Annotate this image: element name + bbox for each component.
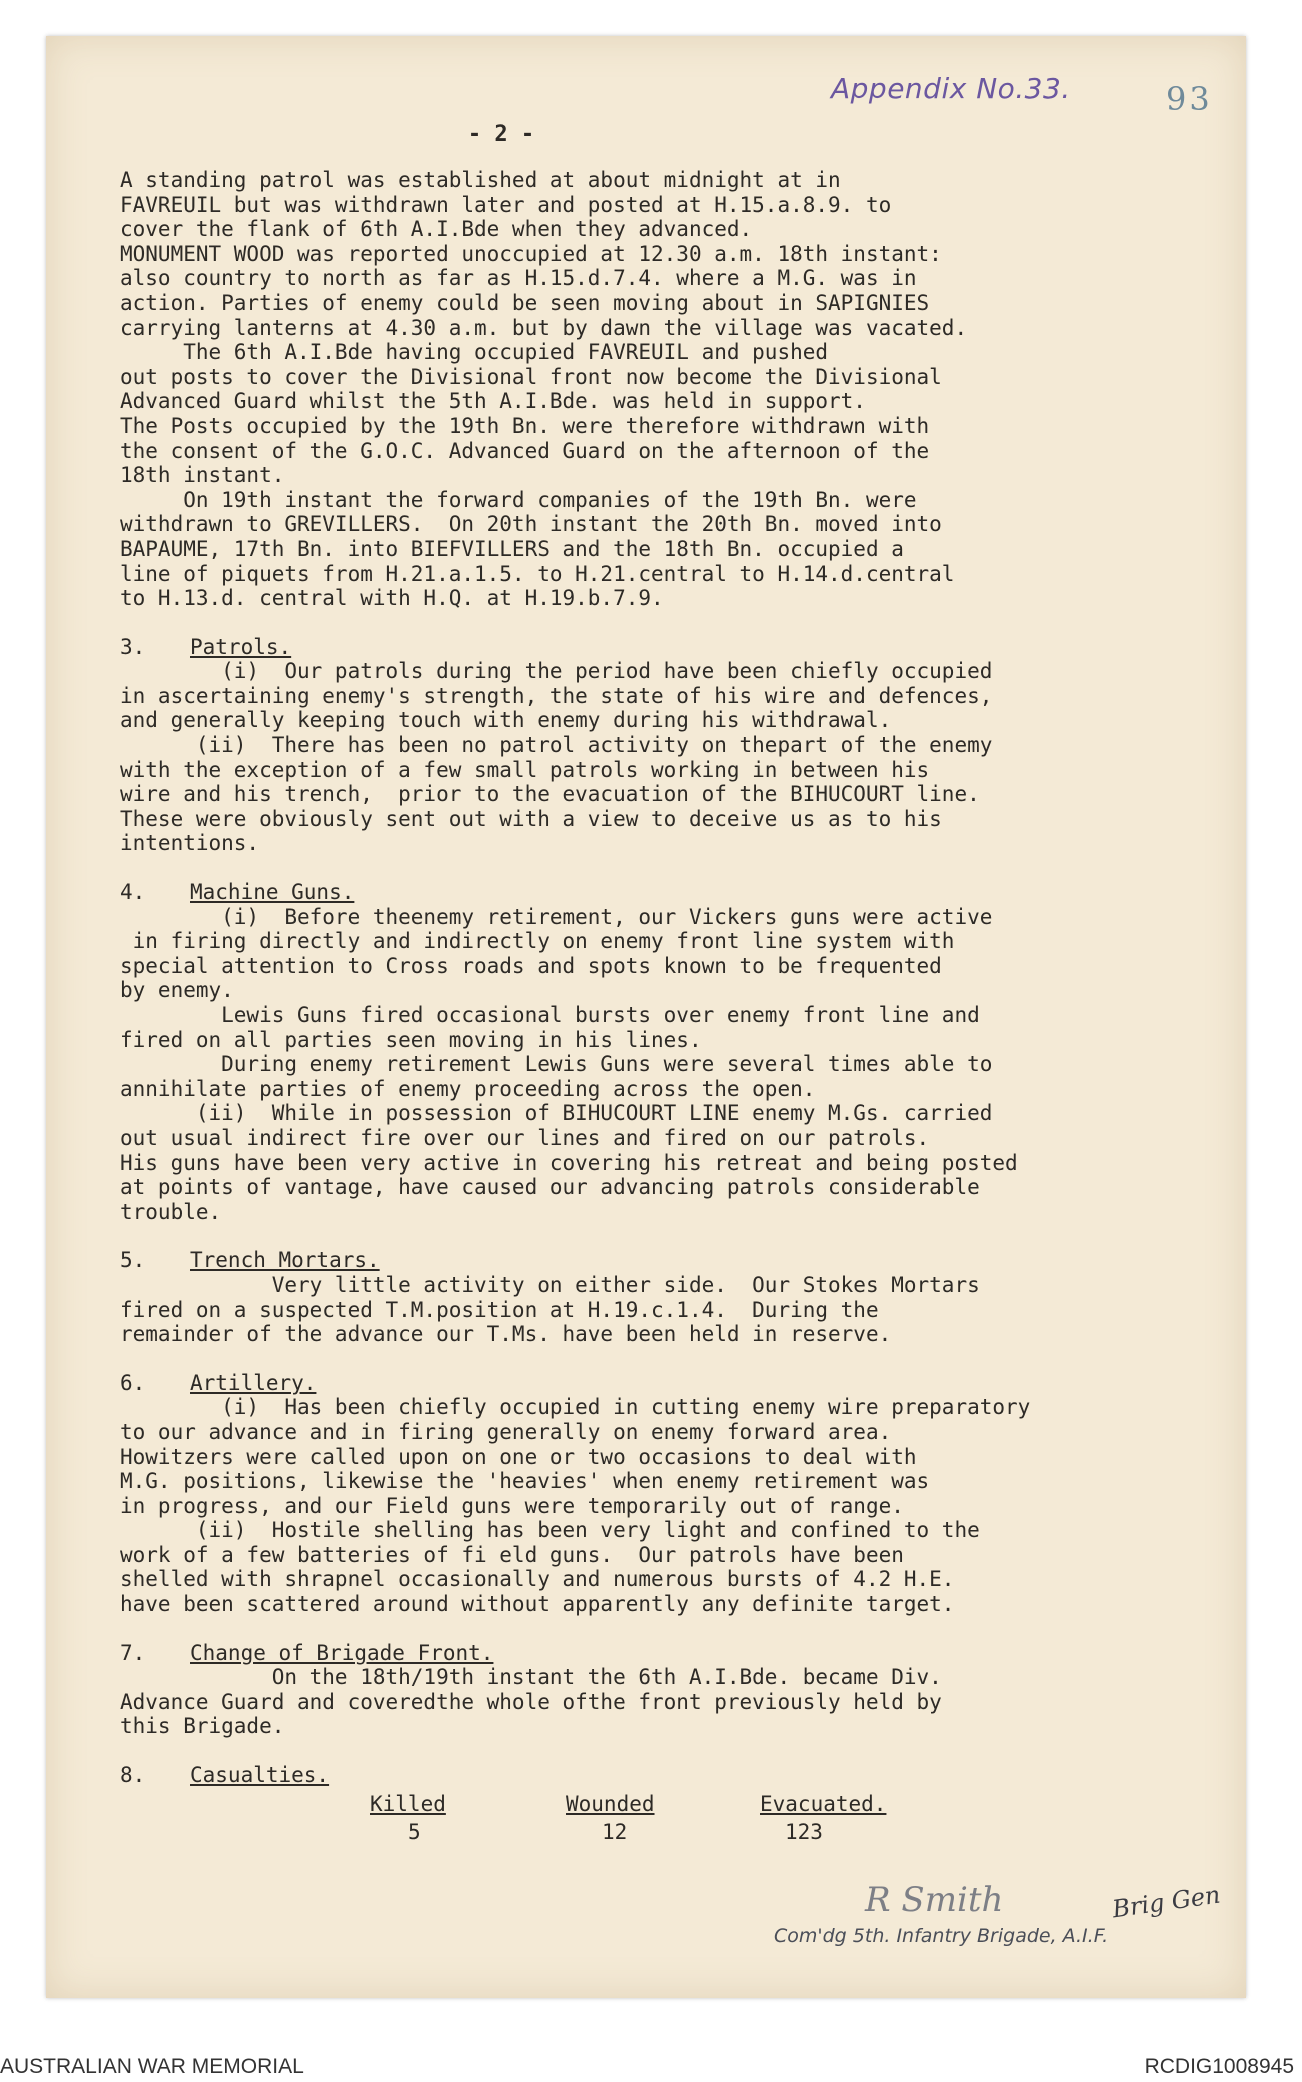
text-line: On the 18th/19th instant the 6th A.I.Bde. became Div. bbox=[120, 1665, 942, 1690]
text-line: with the exception of a few small patrols working in between his bbox=[120, 757, 930, 782]
text-line: Advanced Guard whilst the 5th A.I.Bde. was held in support. bbox=[120, 389, 866, 414]
evacuated-value: 123 bbox=[785, 1819, 823, 1844]
section-title: Patrols. bbox=[190, 634, 292, 659]
section-number: 4. bbox=[120, 880, 146, 905]
section-number: 6. bbox=[120, 1370, 146, 1395]
casualties-table bbox=[120, 1792, 1190, 1862]
section-title: Trench Mortars. bbox=[190, 1248, 380, 1273]
text-line: A standing patrol was established at about midnight at in bbox=[120, 168, 841, 192]
section-title: Artillery. bbox=[190, 1370, 317, 1395]
section-heading bbox=[120, 1248, 1190, 1273]
text-line: also country to north as far as H.15.d.7.4. where a M.G. was in bbox=[120, 266, 917, 291]
text-line: action. Parties of enemy could be seen moving about in SAPIGNIES bbox=[120, 290, 930, 315]
text-line: this Brigade. bbox=[120, 1714, 285, 1739]
text-line: Advance Guard and coveredthe whole ofthe front previously held by bbox=[120, 1689, 942, 1714]
text-line: out usual indirect fire over our lines and fired on our patrols. bbox=[120, 1125, 930, 1150]
text-line: work of a few batteries of fi eld guns. Our patrols have been bbox=[120, 1542, 904, 1567]
wounded-label: Wounded bbox=[566, 1791, 655, 1816]
section bbox=[120, 1248, 1190, 1346]
text-line: in progress, and our Field guns were temporarily out of range. bbox=[120, 1493, 904, 1518]
text-line: in ascertaining enemy's strength, the state of his wire and defences, bbox=[120, 683, 993, 708]
folio-number: 93 bbox=[1166, 80, 1213, 118]
signature-rank: Brig Gen bbox=[1110, 1880, 1223, 1924]
text-line: His guns have been very active in covering his retreat and being posted bbox=[120, 1150, 1018, 1175]
text-line: (ii) There has been no patrol activity on thepart of the enemy bbox=[120, 733, 993, 758]
signature-title: Com'dg 5th. Infantry Brigade, A.I.F. bbox=[774, 1925, 1109, 1947]
text-line: intentions. bbox=[120, 831, 260, 856]
section bbox=[120, 1371, 1190, 1617]
signature: R Smith bbox=[865, 1880, 1004, 1920]
document-body bbox=[120, 168, 1190, 1862]
text-line: (i) Has been chiefly occupied in cutting enemy wire preparatory bbox=[120, 1395, 1031, 1420]
text-line: special attention to Cross roads and spots known to be frequented bbox=[120, 953, 942, 978]
text-line: in firing directly and indirectly on enemy front line system with bbox=[120, 929, 955, 954]
section-title: Machine Guns. bbox=[190, 880, 355, 905]
text-line: BAPAUME, 17th Bn. into BIEFVILLERS and the 18th Bn. occupied a bbox=[120, 536, 904, 561]
text-line: wire and his trench, prior to the evacuation of the BIHUCOURT line. bbox=[120, 782, 980, 807]
text-line: Lewis Guns fired occasional bursts over enemy front line and bbox=[120, 1003, 980, 1027]
text-line: During enemy retirement Lewis Guns were several times able to bbox=[120, 1052, 993, 1077]
text-line: Very little activity on either side. Our Stokes Mortars bbox=[120, 1272, 980, 1297]
text-line: have been scattered around without apparently any definite target. bbox=[120, 1592, 955, 1617]
section-heading bbox=[120, 1641, 1190, 1666]
section-number: 5. bbox=[120, 1248, 146, 1273]
text-line: to our advance and in firing generally on enemy forward area. bbox=[120, 1419, 892, 1444]
text-line: These were obviously sent out with a view to deceive us as to his bbox=[120, 806, 942, 831]
wounded-value: 12 bbox=[602, 1819, 628, 1844]
text-line: line of piquets from H.21.a.1.5. to H.21.central to H.14.d.central bbox=[120, 561, 955, 586]
killed-label: Killed bbox=[370, 1791, 446, 1816]
text-line: shelled with shrapnel occasionally and numerous bursts of 4.2 H.E. bbox=[120, 1567, 955, 1592]
section bbox=[120, 1641, 1190, 1739]
text-line: The 6th A.I.Bde having occupied FAVREUIL and pushed bbox=[120, 340, 829, 365]
text-line: and generally keeping touch with enemy during his withdrawal. bbox=[120, 708, 892, 733]
section-number: 3. bbox=[120, 634, 146, 659]
section-heading bbox=[120, 1763, 1190, 1788]
footer-left: AUSTRALIAN WAR MEMORIAL bbox=[0, 2055, 304, 2078]
text-line: out posts to cover the Divisional front now become the Divisional bbox=[120, 364, 942, 389]
text-line: annihilate parties of enemy proceeding across the open. bbox=[120, 1076, 816, 1101]
text-line: withdrawn to GREVILLERS. On 20th instant the 20th Bn. moved into bbox=[120, 512, 942, 537]
section-number: 8. bbox=[120, 1763, 146, 1788]
text-line: Howitzers were called upon on one or two occasions to deal with bbox=[120, 1444, 917, 1469]
text-line: (i) Our patrols during the period have been chiefly occupied bbox=[120, 659, 993, 684]
section bbox=[120, 1763, 1190, 1788]
text-line: MONUMENT WOOD was reported unoccupied at 12.30 a.m. 18th instant: bbox=[120, 241, 942, 266]
text-line: M.G. positions, likewise the 'heavies' when enemy retirement was bbox=[120, 1469, 930, 1494]
text-line: remainder of the advance our T.Ms. have been held in reserve. bbox=[120, 1322, 892, 1347]
text-line: The Posts occupied by the 19th Bn. were therefore withdrawn with bbox=[120, 413, 930, 438]
text-line: fired on all parties seen moving in his lines. bbox=[120, 1027, 702, 1052]
evacuated-label: Evacuated. bbox=[760, 1791, 887, 1816]
text-line: the consent of the G.O.C. Advanced Guard on the afternoon of the bbox=[120, 438, 930, 463]
text-line: (ii) While in possession of BIHUCOURT LINE enemy M.Gs. carried bbox=[120, 1101, 993, 1126]
text-line: On 19th instant the forward companies of the 19th Bn. were bbox=[120, 487, 917, 512]
text-line: by enemy. bbox=[120, 978, 234, 1003]
text-line: carrying lanterns at 4.30 a.m. but by dawn the village was vacated. bbox=[120, 315, 968, 340]
appendix-stamp: Appendix No.33. bbox=[831, 72, 1071, 105]
section-number: 7. bbox=[120, 1640, 146, 1665]
text-line: trouble. bbox=[120, 1199, 222, 1224]
section-title: Casualties. bbox=[190, 1763, 330, 1788]
footer-right: RCDIG1008945 bbox=[1144, 2055, 1294, 2078]
section-heading bbox=[120, 635, 1190, 660]
section bbox=[120, 880, 1190, 1224]
text-line: at points of vantage, have caused our advancing patrols considerable bbox=[120, 1175, 980, 1200]
sections bbox=[120, 635, 1190, 1788]
page-number: - 2 - bbox=[467, 122, 535, 147]
text-line: cover the flank of 6th A.I.Bde when they advanced. bbox=[120, 217, 753, 242]
section-heading bbox=[120, 880, 1190, 905]
text-line: fired on a suspected T.M.position at H.19.c.1.4. During the bbox=[120, 1297, 879, 1322]
text-line: FAVREUIL but was withdrawn later and posted at H.15.a.8.9. to bbox=[120, 192, 892, 217]
section-heading bbox=[120, 1371, 1190, 1396]
intro-paragraph bbox=[120, 168, 1190, 611]
text-line: to H.13.d. central with H.Q. at H.19.b.7.9. bbox=[120, 586, 664, 611]
text-line: 18th instant. bbox=[120, 463, 285, 488]
section bbox=[120, 635, 1190, 856]
section-title: Change of Brigade Front. bbox=[190, 1640, 494, 1665]
killed-value: 5 bbox=[408, 1819, 421, 1844]
text-line: (i) Before theenemy retirement, our Vickers guns were active bbox=[120, 904, 993, 929]
text-line: (ii) Hostile shelling has been very light and confined to the bbox=[120, 1518, 980, 1543]
